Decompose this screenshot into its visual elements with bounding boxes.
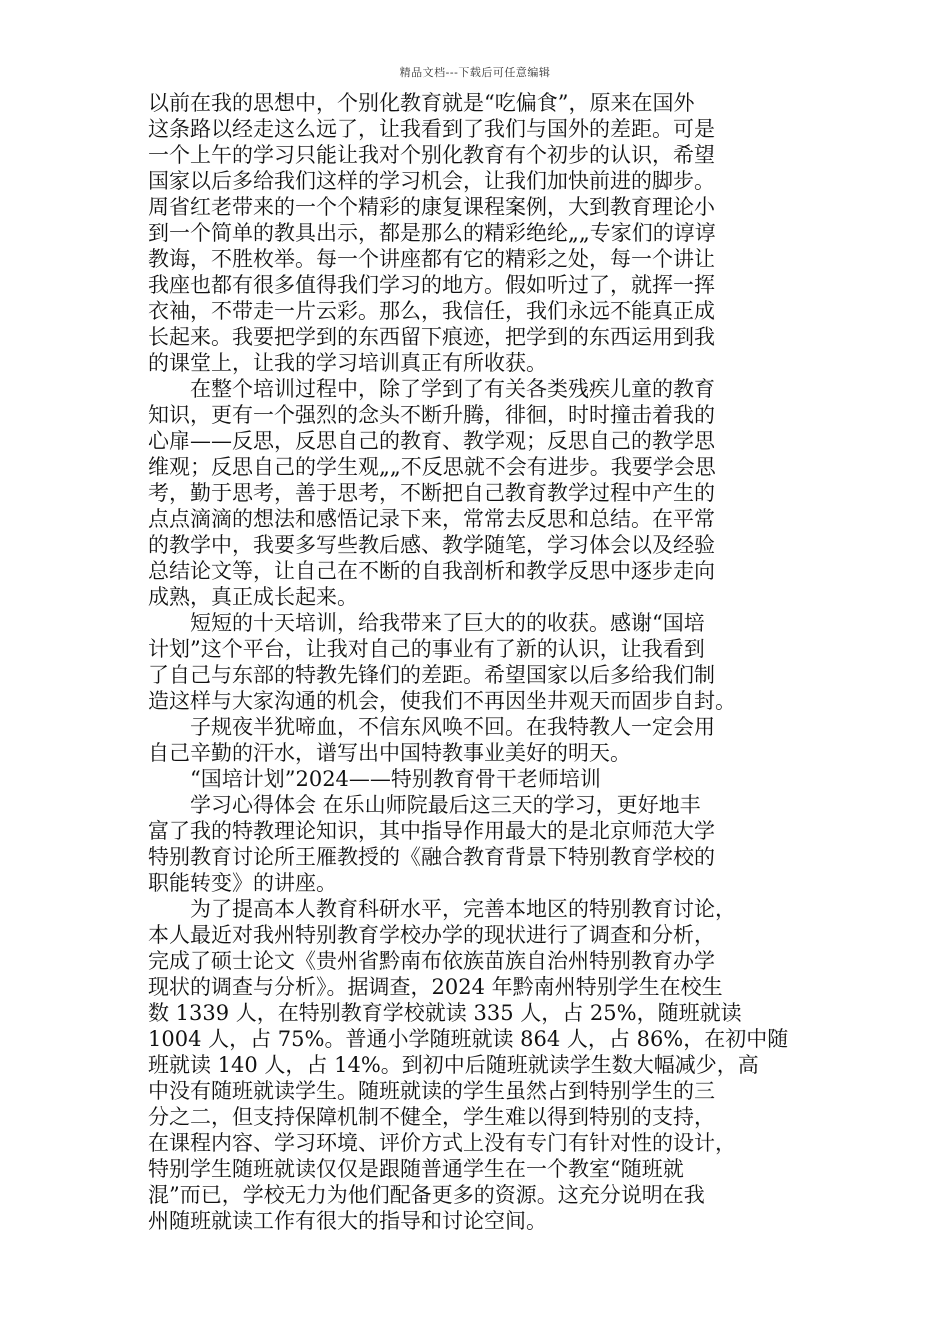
text-line: 这条路以经走这么远了，让我看到了我们与国外的差距。可是 — [148, 117, 715, 141]
text-line: 本人最近对我州特别教育学校办学的现状进行了调查和分析， — [148, 923, 715, 947]
text-line: 混”而已，学校无力为他们配备更多的资源。这充分说明在我 — [148, 1183, 705, 1207]
text-line: 的教学中，我要多写些教后感、教学随笔，学习体会以及经验 — [148, 533, 715, 557]
text-line: 周省红老带来的一个个精彩的康复课程案例，大到教育理论小 — [148, 195, 715, 219]
text-line: 我座也都有很多值得我们学习的地方。假如听过了，就挥一挥 — [148, 273, 715, 297]
text-line: 考，勤于思考，善于思考，不断把自己教育教学过程中产生的 — [148, 481, 715, 505]
text-line: 职能转变》的讲座。 — [148, 871, 337, 895]
text-line: 在整个培训过程中，除了学到了有关各类残疾儿童的教育 — [148, 377, 715, 401]
text-line: 的课堂上，让我的学习培训真正有所收获。 — [148, 351, 547, 375]
text-line: 特别学生随班就读仅仅是跟随普通学生在一个教室“随班就 — [148, 1157, 684, 1181]
text-line: 现状的调查与分析》。据调查，2024 年黔南州特别学生在校生 — [148, 975, 723, 999]
text-line: 国家以后多给我们这样的学习机会，让我们加快前进的脚步。 — [148, 169, 715, 193]
document-body — [148, 90, 834, 1234]
text-line: 总结论文等，让自己在不断的自我剖析和教学反思中逐步走向 — [148, 559, 715, 583]
text-line: 知识，更有一个强烈的念头不断升腾，徘徊，时时撞击着我的 — [148, 403, 715, 427]
text-line: 计划”这个平台，让我对自己的事业有了新的认识，让我看到 — [148, 637, 705, 661]
text-line: 特别教育讨论所王雁教授的《融合教育背景下特别教育学校的 — [148, 845, 715, 869]
text-line: 点点滴滴的想法和感悟记录下来，常常去反思和总结。在平常 — [148, 507, 715, 531]
text-line: 到一个简单的教具出示，都是那么的精彩绝纶„„专家们的谆谆 — [148, 221, 716, 245]
text-line: 自己辛勤的汗水，谱写出中国特教事业美好的明天。 — [148, 741, 631, 765]
text-line: 衣袖，不带走一片云彩。那么，我信任，我们永远不能真正成 — [148, 299, 715, 323]
text-line: 维观；反思自己的学生观„„不反思就不会有进步。我要学会思 — [148, 455, 716, 479]
text-line: 造这样与大家沟通的机会，使我们不再因坐井观天而固步自封。 — [148, 689, 736, 713]
text-line: 分之二，但支持保障机制不健全，学生难以得到特别的支持， — [148, 1105, 715, 1129]
text-line: 富了我的特教理论知识，其中指导作用最大的是北京师范大学 — [148, 819, 715, 843]
text-line: 在课程内容、学习环境、评价方式上没有专门有针对性的设计， — [148, 1131, 736, 1155]
text-line: 为了提高本人教育科研水平，完善本地区的特别教育讨论， — [148, 897, 736, 921]
text-line: 长起来。我要把学到的东西留下痕迹，把学到的东西运用到我 — [148, 325, 715, 349]
text-line: 成熟，真正成长起来。 — [148, 585, 358, 609]
text-line: 1004 人，占 75%。普通小学随班就读 864 人，占 86%，在初中随 — [148, 1027, 789, 1051]
text-line: 子规夜半犹啼血，不信东风唤不回。在我特教人一定会用 — [148, 715, 715, 739]
text-line: 心扉——反思，反思自己的教育、教学观；反思自己的教学思 — [148, 429, 715, 453]
text-line: 了自己与东部的特教先锋们的差距。希望国家以后多给我们制 — [148, 663, 715, 687]
text-line: 一个上午的学习只能让我对个别化教育有个初步的认识，希望 — [148, 143, 715, 167]
page-header: 精品文档---下载后可任意编辑 — [399, 66, 551, 79]
text-line: 以前在我的思想中，个别化教育就是“吃偏食”，原来在国外 — [148, 91, 695, 115]
text-line: 班就读 140 人，占 14%。到初中后随班就读学生数大幅减少，高 — [148, 1053, 759, 1077]
text-line: 州随班就读工作有很大的指导和讨论空间。 — [148, 1209, 547, 1233]
text-line: “国培计划”2024——特别教育骨干老师培训 — [148, 767, 601, 791]
text-line: 中没有随班就读学生。随班就读的学生虽然占到特别学生的三 — [148, 1079, 715, 1103]
text-line: 数 1339 人，在特别教育学校就读 335 人，占 25%，随班就读 — [148, 1001, 742, 1025]
text-line: 学习心得体会 在乐山师院最后这三天的学习，更好地丰 — [148, 793, 701, 817]
text-line: 短短的十天培训，给我带来了巨大的的收获。感谢“国培 — [148, 611, 705, 635]
text-line: 完成了硕士论文《贵州省黔南布依族苗族自治州特别教育办学 — [148, 949, 715, 973]
text-line: 教诲，不胜枚举。每一个讲座都有它的精彩之处，每一个讲让 — [148, 247, 715, 271]
